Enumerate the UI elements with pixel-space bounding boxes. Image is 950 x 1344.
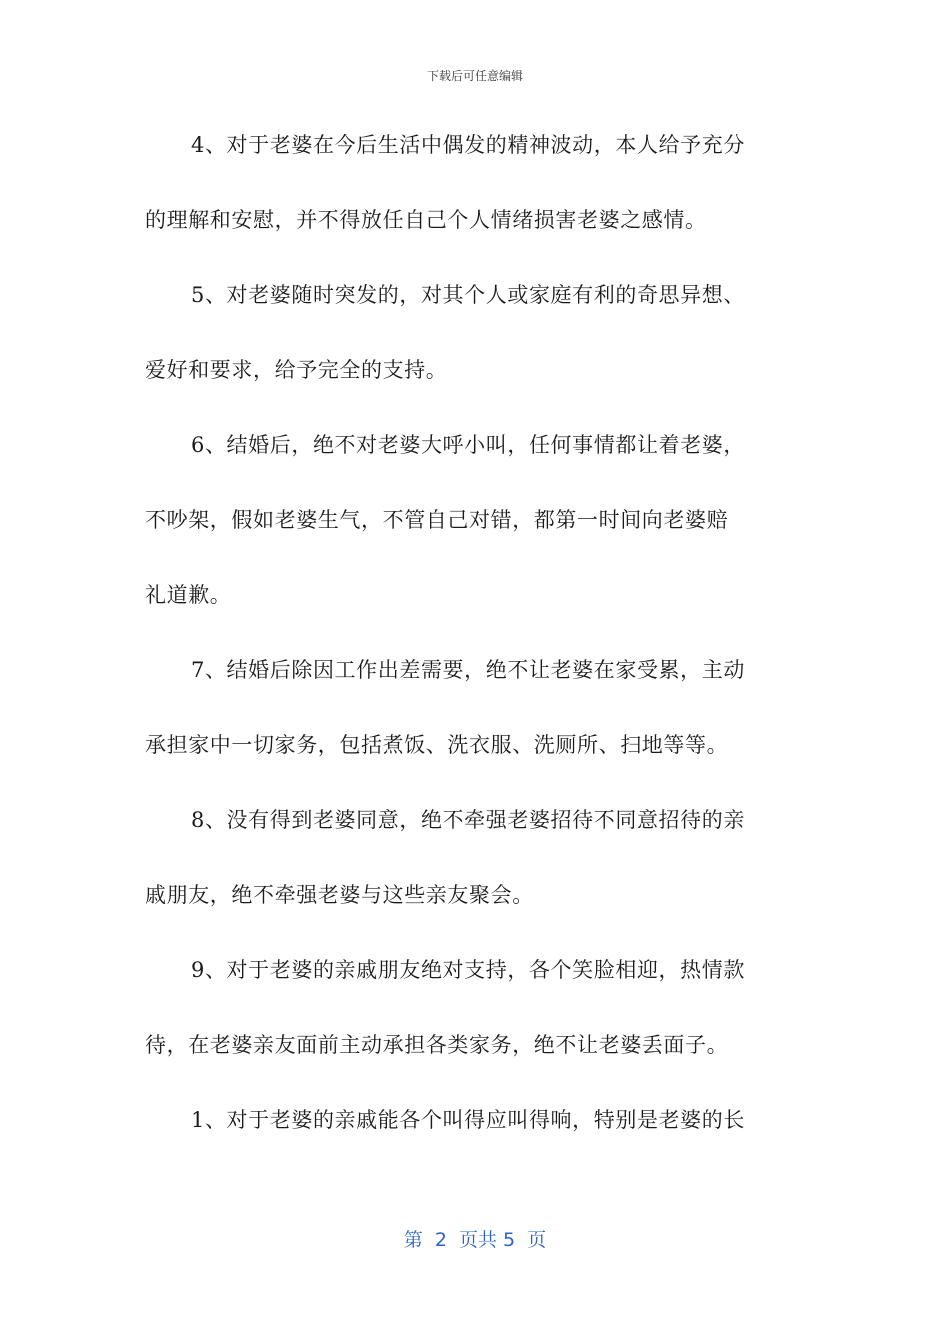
paragraph-9 [145,952,805,1064]
page-number-footer: 第 2 页共 5 页 [403,1229,547,1251]
paragraph-7 [145,652,805,764]
paragraph-8 [145,802,805,914]
text-line: 5、对老婆随时突发的，对其个人或家庭有利的奇思异想、 [191,283,745,307]
text-line: 7、结婚后除因工作出差需要，绝不让老婆在家受累，主动 [191,658,745,682]
paragraph-6 [145,427,805,614]
paragraph-4 [145,127,805,239]
text-line: 礼道歉。 [145,583,232,607]
page-header: 下载后可任意编辑 [426,69,523,83]
text-line: 爱好和要求，给予完全的支持。 [145,358,448,382]
text-line: 戚朋友，绝不牵强老婆与这些亲友聚会。 [145,883,534,907]
text-line: 4、对于老婆在今后生活中偶发的精神波动，本人给予充分 [191,133,745,157]
paragraph-1 [145,1102,805,1139]
paragraph-5 [145,277,805,389]
text-line: 9、对于老婆的亲戚朋友绝对支持，各个笑脸相迎，热情款 [191,958,745,982]
text-line: 的理解和安慰，并不得放任自己个人情绪损害老婆之感情。 [145,208,707,232]
text-line: 不吵架，假如老婆生气，不管自己对错，都第一时间向老婆赔 [145,508,729,532]
text-line: 承担家中一切家务，包括煮饭、洗衣服、洗厕所、扫地等等。 [145,733,729,757]
text-line: 6、结婚后，绝不对老婆大呼小叫，任何事情都让着老婆， [191,433,745,457]
text-line: 8、没有得到老婆同意，绝不牵强老婆招待不同意招待的亲 [191,808,745,832]
document-body [145,127,805,1139]
text-line: 待，在老婆亲友面前主动承担各类家务，绝不让老婆丢面子。 [145,1033,729,1057]
text-line: 1、对于老婆的亲戚能各个叫得应叫得响，特别是老婆的长 [191,1108,745,1132]
